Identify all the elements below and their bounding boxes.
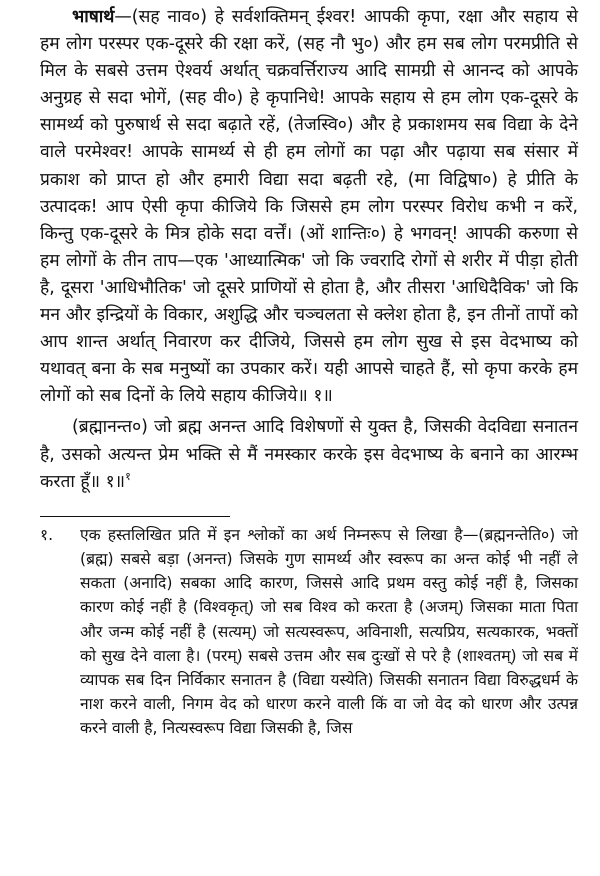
- paragraph-bhasharth: [40, 4, 578, 410]
- footnote-reference: १: [125, 469, 131, 483]
- paragraph-brahmanant: [40, 414, 578, 495]
- paragraph-text: (ब्रह्मानन्त०) जो ब्रह्म अनन्त आदि विशेषणों से युक्त है, जिसकी वेदविद्या सनातन है, उसको अत्यन्त प्रेम भक्ति से मैं नमस्कार करके इस वेदभाष्य के बनाने का आरम्भ करता हूँ॥ १॥: [40, 417, 578, 492]
- main-text: [40, 4, 578, 496]
- footnote-divider: [40, 516, 230, 517]
- footnote: [40, 523, 578, 741]
- paragraph-text: —(सह नाव०) हे सर्वशक्तिमन् ईश्वर! आपकी कृपा, रक्षा और सहाय से हम लोग परस्पर एक-दूसरे की रक्षा करें, (सह नौ भु०) और हम सब लोग परमप्रीति से मिल के सबसे उत्तम ऐश्वर्य अर्थात् चक्रवर्त्तिराज्य आदि सामग्री से आनन्द को आपके अनुग्रह से सदा भोगें, (सह वी०) हे कृपानिधे! आपके सहाय से हम लोग एक-दूसरे के सामर्थ्य को पुरुषार्थ से सदा बढ़ाते रहें, (तेजस्वि०) और हे प्रकाशमय सब विद्या के देने वाले परमेश्वर! आपके सामर्थ्य से ही हम लोगों का पढ़ा और पढ़ाया सब संसार में प्रकाश को प्राप्त हो और हमारी विद्या सदा बढ़ती रहे, (मा विद्विषा०) हे प्रीति के उत्पादक! आप ऐसी कृपा कीजिये कि जिससे हम लोग परस्पर विरोध कभी न करें, किन्तु एक-दूसरे के मित्र होके सदा वर्त्तें। (ओं शान्तिः०) हे भगवन्! आपकी करुणा से हम लोगों के तीन ताप—एक 'आध्यात्मिक' जो कि ज्वरादि रोगों से शरीर में पीड़ा होती है, दूसरा 'आधिभौतिक' जो दूसरे प्राणियों से होता है, और तीसरा 'आधिदैविक' जो कि मन और इन्द्रियों के विकार, अशुद्धि और चञ्चलता से क्लेश होता है, इन तीनों तापों को आप शान्त अर्थात् निवारण कर दीजिये, जिससे हम लोग सुख से इस वेदभाष्य को यथावत् बना के सब मनुष्यों का उपकार करें। यही आपसे चाहते हैं, सो कृपा करके हम लोगों को सब दिनों के लिये सहाय कीजिये॥ १॥: [40, 7, 578, 407]
- footnote-text: एक हस्तलिखित प्रति में इन श्लोकों का अर्थ निम्नरूप से लिखा है—(ब्रह्मनन्तेति०) जो (ब्रह्म) सबसे बड़ा (अनन्त) जिसके गुण सामर्थ्य और स्वरूप का अन्त कोई भी नहीं ले सकता (अनादि) सबका आदि कारण, जिससे आदि प्रथम वस्तु कोई नहीं है, जिसका कारण कोई नहीं है (विश्वकृत्) जो सब विश्व को करता है (अजम्) जिसका माता पिता और जन्म कोई नहीं है (सत्यम्) जो सत्यस्वरूप, अविनाशी, सत्यप्रिय, सत्यकारक, भक्तों को सुख देने वाला है। (परम्) सबसे उत्तम और सब दुःखों से परे है (शाश्वतम्) जो सब में व्यापक सब दिन निर्विकार सनातन है (विद्या यस्येति) जिसकी सनातन विद्या विरुद्धधर्म के नाश करने वाली, निगम वेद को धारण करने वाली किं वा जो वेद को धारण और उत्पन्न करने वाली है, नित्यस्वरूप विद्या जिसकी है, जिस: [80, 525, 578, 738]
- lead-heading: भाषार्थ: [72, 7, 115, 27]
- footnote-marker: १.: [40, 525, 54, 544]
